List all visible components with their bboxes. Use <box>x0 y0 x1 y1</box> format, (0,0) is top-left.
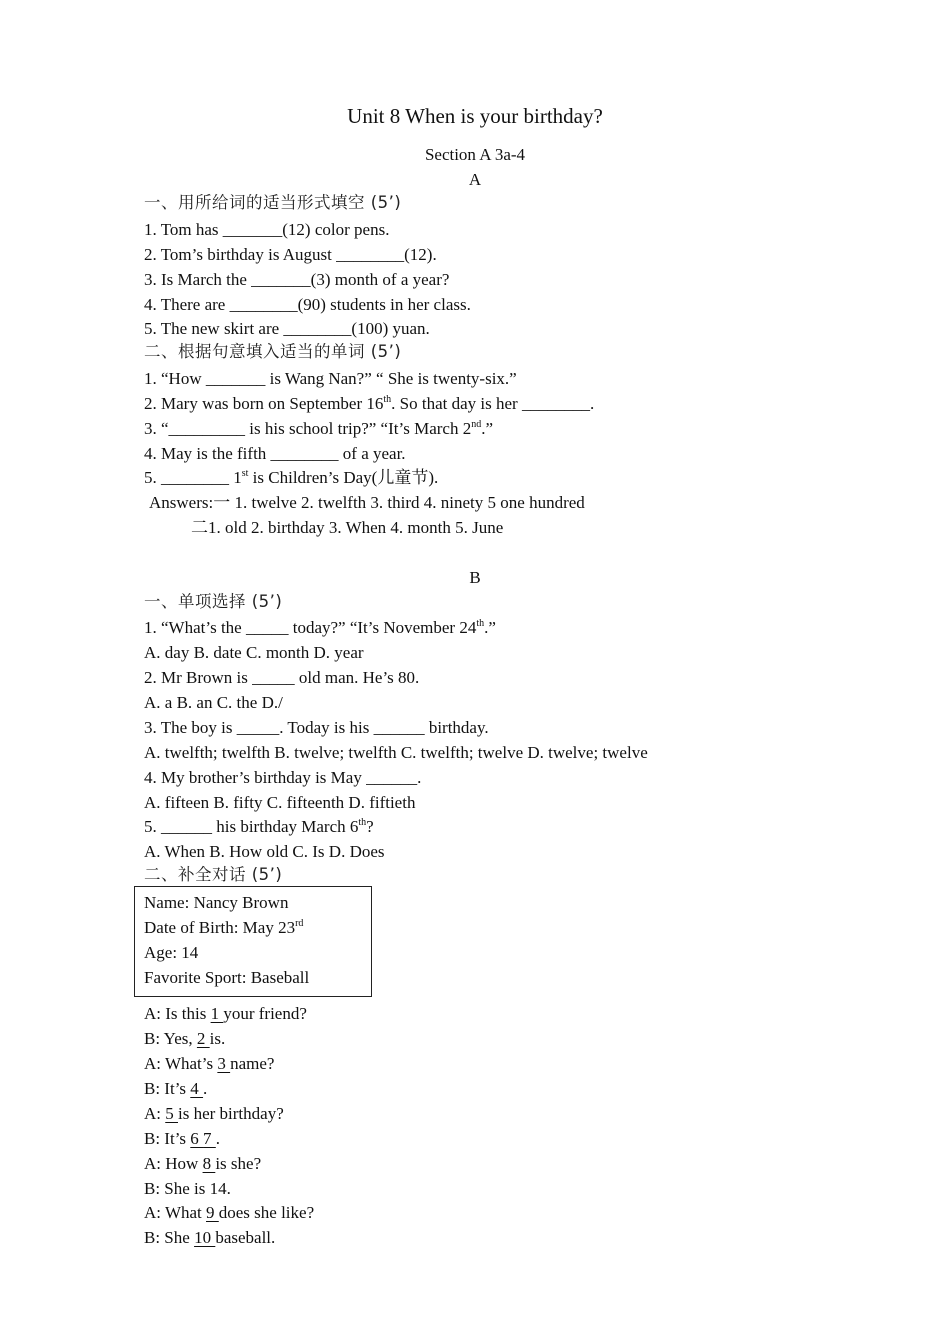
part-a-s1-q1: 1. Tom has _______(12) color pens. <box>144 220 390 239</box>
blank-4: 4 <box>190 1079 204 1098</box>
part-b-label: B <box>469 568 481 587</box>
part-b-s1-q3-options: A. twelfth; twelfth B. twelve; twelfth C. twelfth; twelve D. twelve; twelve <box>144 743 648 762</box>
part-a-label: A <box>468 170 482 189</box>
blank-3: 3 <box>217 1054 231 1073</box>
dialogue-line-2: B: Yes, 2 is. <box>144 1029 226 1048</box>
dialogue-line-6: B: It’s 6 7 . <box>144 1129 221 1148</box>
dialogue-line-8: B: She is 14. <box>144 1179 231 1198</box>
dialogue-line-9: A: What 9 does she like? <box>144 1203 315 1222</box>
card-favorite-sport: Favorite Sport: Baseball <box>144 968 310 987</box>
part-b-s1-q4-options: A. fifteen B. fifty C. fifteenth D. fiftieth <box>144 793 416 812</box>
part-a-s1-heading: 一、用所给词的适当形式填空 (5’) <box>144 193 402 212</box>
part-b-s1-q2-options: A. a B. an C. the D./ <box>144 693 283 712</box>
part-b-s1-q2: 2. Mr Brown is _____ old man. He’s 80. <box>144 668 420 687</box>
answers-line-2: 二1. old 2. birthday 3. When 4. month 5. June <box>191 518 504 537</box>
part-b-s1-q5-options: A. When B. How old C. Is D. Does <box>144 842 385 861</box>
page-title: Unit 8 When is your birthday? <box>347 104 603 128</box>
part-b-s1-q5: 5. ______ his birthday March 6th? <box>144 817 374 836</box>
part-b-s1-q3: 3. The boy is _____. Today is his ______ birthday. <box>144 718 489 737</box>
blank-9: 9 <box>206 1203 219 1222</box>
dialogue-line-5: A: 5 is her birthday? <box>144 1104 284 1123</box>
dialogue-line-1: A: Is this 1 your friend? <box>144 1004 307 1023</box>
card-date-of-birth: Date of Birth: May 23rd <box>144 918 304 937</box>
card-name: Name: Nancy Brown <box>144 893 289 912</box>
part-a-s1-q5: 5. The new skirt are ________(100) yuan. <box>144 319 430 338</box>
dialogue-line-10: B: She 10 baseball. <box>144 1228 276 1247</box>
answers-line-1: Answers:一 1. twelve 2. twelfth 3. third 4. ninety 5 one hundred <box>149 493 585 512</box>
blank-10: 10 <box>194 1228 216 1247</box>
part-a-s2-q3: 3. “_________ is his school trip?” “It’s March 2nd.” <box>144 419 493 438</box>
blank-6: 6 <box>190 1129 204 1148</box>
section-subtitle: Section A 3a-4 <box>424 145 526 164</box>
blank-8: 8 <box>202 1154 216 1173</box>
part-b-s1-q1: 1. “What’s the _____ today?” “It’s November 24th.” <box>144 618 496 637</box>
part-b-s1-q1-options: A. day B. date C. month D. year <box>144 643 364 662</box>
part-a-s2-q5: 5. ________ 1st is Children’s Day(儿童节). <box>144 468 439 487</box>
part-b-s1-heading: 一、单项选择 (5’) <box>144 592 283 611</box>
part-a-s1-q2: 2. Tom’s birthday is August ________(12). <box>144 245 437 264</box>
blank-5: 5 <box>165 1104 178 1123</box>
part-a-s2-q2: 2. Mary was born on September 16th. So that day is her ________. <box>144 394 595 413</box>
part-a-s2-q4: 4. May is the fifth ________ of a year. <box>144 444 406 463</box>
profile-card <box>134 886 372 997</box>
blank-1: 1 <box>210 1004 224 1023</box>
part-a-s2-q1: 1. “How _______ is Wang Nan?” “ She is twenty-six.” <box>144 369 517 388</box>
dialogue-line-7: A: How 8 is she? <box>144 1154 262 1173</box>
part-a-s2-heading: 二、根据句意填入适当的单词 (5’) <box>144 342 402 361</box>
dialogue-line-3: A: What’s 3 name? <box>144 1054 275 1073</box>
blank-7: 7 <box>203 1129 216 1148</box>
part-b-s2-heading: 二、补全对话 (5’) <box>144 865 283 884</box>
part-a-s1-q4: 4. There are ________(90) students in her class. <box>144 295 471 314</box>
card-age: Age: 14 <box>144 943 199 962</box>
dialogue-line-4: B: It’s 4 . <box>144 1079 208 1098</box>
part-a-s1-q3: 3. Is March the _______(3) month of a year? <box>144 270 450 289</box>
part-b-s1-q4: 4. My brother’s birthday is May ______. <box>144 768 422 787</box>
blank-2: 2 <box>196 1029 210 1048</box>
